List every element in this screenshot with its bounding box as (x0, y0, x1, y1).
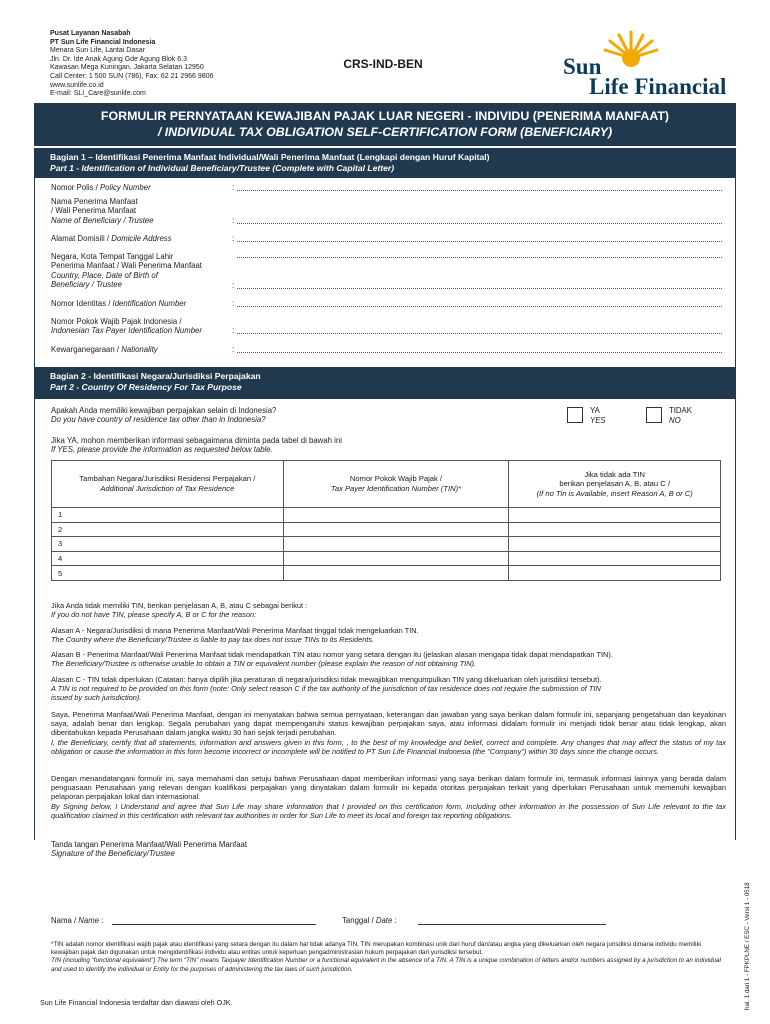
form-code: CRS-IND-BEN (343, 57, 423, 71)
date-label: Tanggal / Date : (342, 916, 397, 925)
sun-logo-icon (593, 28, 663, 72)
part2-title-id: Bagian 2 - Identifikasi Negara/Jurisdiksi Perpajakan (50, 371, 261, 381)
table-row[interactable]: 2 (52, 522, 721, 537)
tin-footnote: *TIN adalah nomor identifikasi wajib pajak atau identifikasi yang setara dengan itu dalam hal tidak adanya TIN. TIN merupakan kombinasi unik dari huruf dan/atau angka yang dikeluarkan oleh negara jurisdiksi dimana individu memiliki kewajiban pajak dan digunakan untuk mengidentifikasi individu atau entitas untuk keperluan pengadministrasian hukum perpajakan dari yurisdiksi tersebut. TIN (including “functional equivalent”) The term “TIN” means Taxpayer Identification Number or a functional equivalent in the absence of a TIN. A TIN is a unique combination of letters and/or numbers assigned by a jurisdiction to an individual and used to identify the individual or Entity for the purposes of administering the tax laws of such jurisdiction. (51, 941, 721, 973)
col-reason: Jika tidak ada TIN berikan penjelasan A, B, atau C / (If no Tin is Available, insert Reason A, B or C) (509, 461, 721, 508)
contact-line: PT Sun Life Financial Indonesia (50, 38, 156, 46)
contact-line: E-mail: SLI_Care@sunlife.com (50, 90, 146, 98)
reason-a: Alasan A - Negara/Jurisdiksi di mana Penerima Manfaat/Wali Penerima Manfaat tinggal tidak mengeluarkan TIN. The Country where the Beneficiary/Trustee is liable to pay tax does not issue TINs to its Residents. (51, 626, 419, 645)
no-checkbox[interactable] (646, 407, 662, 423)
col-jurisdiction: Tambahan Negara/Jurisdiksi Residensi Perpajakan / Additional Jurisdiction of Tax Residence (52, 461, 284, 508)
field-birth-label: Negara, Kota Tempat Tanggal Lahir Penerima Manfaat / Wali Penerima Manfaat Country, Place, Date of Birth of Beneficiary / Trustee (51, 252, 202, 290)
signature-area[interactable] (51, 862, 351, 906)
part2-header (34, 367, 736, 399)
field-npwp-label: Nomor Pokok Wajib Pajak Indonesia / Indonesian Tax Payer Identification Number (51, 317, 202, 336)
contact-block (50, 30, 310, 99)
no-label: TIDAK NO (669, 406, 692, 425)
reason-intro: Jika Anda tidak memiliki TIN, berikan penjelasan A, B, atau C sebagai berikut : If you do not have TIN, please specify A, B or C for the reason: (51, 601, 308, 620)
sun-life-logo (555, 30, 730, 100)
tin-table (51, 460, 721, 581)
field-nationality-label: Kewarganegaraan / Nationality (51, 345, 158, 354)
field-npwp-line[interactable] (237, 326, 722, 334)
field-birth-line[interactable] (237, 281, 722, 289)
part2-title-en: Part 2 - Country Of Residency For Tax Purpose (50, 382, 242, 392)
reason-c: Alasan C - TIN tidak diperlukan (Catatan: hanya dipilih jika peraturan di negara/jurisdiksi tidak mewajibkan mengumpulkan TIN yang dikeluarkan oleh jurisdiksi tersebut). A TIN is not required to be provided on this form (note: Only select reason C if the tax authority of the jurisdiction of tax residence does not require the submission of TIN issued by such jurisdiction). (51, 675, 602, 703)
field-address-line[interactable] (237, 234, 722, 242)
field-beneficiary-name-label: Nama Penerima Manfaat / Wali Penerima Manfaat Name of Beneficiary / Trustee (51, 197, 154, 225)
field-policy-number-line[interactable] (237, 183, 722, 191)
table-row[interactable]: 3 (52, 537, 721, 552)
form-title (34, 103, 736, 146)
tax-question: Apakah Anda memiliki kewajiban perpajakan selain di Indonesia? Do you have country of residence tax other than in Indonesia? (51, 406, 277, 425)
form-title-id: FORMULIR PERNYATAAN KEWAJIBAN PAJAK LUAR NEGERI - INDIVIDU (PENERIMA MANFAAT) (100, 109, 670, 123)
name-line[interactable] (112, 924, 316, 925)
form-title-en: / INDIVIDUAL TAX OBLIGATION SELF-CERTIFICATION FORM (BENEFICIARY) (157, 125, 613, 139)
declaration-1: Saya, Penerima Manfaat/Wali Penerima Manfaat, dengan ini menyatakan bahwa semua pernyataan, keterangan dan jawaban yang saya berikan dalam formulir ini, sepanjang pengetahuan dan keyakinan saya, adalah benar dan lengkap. Segala perubahan yang dapat mempengaruhi status kewajiban perpajakan saya, atau informasi didalam formulir ini menjadi tidak benar atau tidak lengkap, akan diberitahukan kepada Perusahaan dalam jangka waktu 30 hari sejak terjadi perubahan. I, the Beneficiary, certify that all statements, information and answers given in this form, , to the best of my knowledge and belief, correct and complete. Any changes that may affect the status of my tax obligation or cause the information in this form become incorrect or incomplete will be notified to PT Sun Life Financial Indonesia (the “Company”) within 30 days since the change occurs. (51, 710, 726, 756)
reason-b: Alasan B - Penerima Manfaat/Wali Penerima Manfaat tidak mendapatkan TIN atau nomor yang setara dengan itu (jelaskan alasan mengapa tidak dapat mendapatkan TIN). The Beneficiary/Trustee is otherwise unable to obtain a TIN or equivalent number (please explain the reason of not obtaining TIN). (51, 650, 613, 669)
name-label: Nama / Name : (51, 916, 104, 925)
yes-checkbox[interactable] (567, 407, 583, 423)
field-id-number-label: Nomor Identitas / Identification Number (51, 299, 187, 308)
field-beneficiary-name-line[interactable] (237, 216, 722, 224)
field-policy-number-label: Nomor Polis / Policy Number (51, 183, 151, 192)
declaration-2: Dengan menandatangani formulir ini, saya memahami dan setuju bahwa Perusahaan dapat memberikan informasi yang saya berikan dalam formulir ini, termasuk informasi lainnya yang berada dalam penguasaan Perusahaan yang relevan dengan kualifikasi perpajakan yang dinyatakan dalam formulir ini kepada otoritas perpajakan terkait yang diperlukan Perusahaan untuk memenuhi kewajiban pelaporan perpajakan lokal dan internasional. By Signing below, I Understand and agree that Sun Life may share information that I provided on this certification form, Including other information in the possession of Sun Life relevant to the tax qualification claimed in this certification with relevant tax authorities in order for Sun Life to meet its local and foreign tax reporting obligations. (51, 774, 726, 820)
field-id-number-line[interactable] (237, 299, 722, 307)
field-address-line-2[interactable] (237, 250, 722, 258)
part1-header (34, 148, 736, 178)
field-nationality-line[interactable] (237, 345, 722, 353)
table-row[interactable]: 1 (52, 508, 721, 523)
table-row[interactable]: 5 (52, 566, 721, 581)
contact-line: Call Center: 1 500 SUN (786), Fax: 62 21 2966 9806 (50, 72, 214, 80)
date-line[interactable] (418, 924, 606, 925)
logo-text-life: Life Financial (589, 74, 727, 99)
logo-text-sun: Sun (563, 54, 602, 79)
contact-line: Jln. Dr. Ide Anak Agung Gde Agung Blok 6.3 (50, 55, 187, 63)
contact-line: Kawasan Mega Kuningan, Jakarta Selatan 12950 (50, 64, 204, 72)
signature-label: Tanda tangan Penerima Manfaat/Wali Penerima Manfaat Signature of the Beneficiary/Trustee (51, 840, 248, 859)
footer-text: Sun Life Financial Indonesia terdaftar dan diawasi oleh OJK. (40, 998, 233, 1007)
part1-title-id: Bagian 1 – Identifikasi Penerima Manfaat Individual/Wali Penerima Manfaat (Lengkapi dengan Huruf Kapital) (50, 152, 490, 162)
table-instruction: Jika YA, mohon memberikan informasi sebagaimana diminta pada tabel di bawah ini If YES, please provide the information as requested below table. (51, 436, 342, 455)
field-address-label: Alamat Domisili / Domicile Address (51, 234, 172, 243)
yes-label: YA YES (590, 406, 606, 425)
table-row[interactable]: 4 (52, 551, 721, 566)
contact-line: Menara Sun Life, Lantai Dasar (50, 47, 145, 55)
part1-title-en: Part 1 - Identification of Individual Beneficiary/Trustee (Complete with Capital Letter) (50, 163, 395, 173)
form-page: Pusat Layanan Nasabah PT Sun Life Financial Indonesia Menara Sun Life, Lantai Dasar Jln. Dr. Ide Anak Agung Gde Agung Blok 6.3 Kawasan Mega Kuningan, Jakarta Selatan 12950 Call Center: 1 500 SUN (786), Fax: 62 21 2966 9806 www.sunlife.co.id E-mail: SLI_Care@sunlife.com CRS-IND-BEN Sun Life Financial FORMULIR PERNYATAAN KEWAJIBAN PAJAK LUAR NEGERI - INDIVIDU (PENERIMA MANFAAT) / INDIVIDUAL TAX OBLIGATION SELF-CERTIFICATION FORM (BENEFICIARY) Bagian 1 – Identifikasi Penerima Manfaat Individual/Wali Penerima Manfaat (Lengkapi dengan Huruf Kapital) Part 1 - Identification of Individual Beneficiary/Trustee (Complete with Capital Letter) Nomor Polis / Policy Number : Nama Penerima Manfaat / Wali Penerima Manfaat Name of Beneficiary / Trustee : Alamat Domisili / Domicile Address : Negara, Kota Tempat Tanggal Lahir Penerima Manfaat / Wali Penerima Manfaat Country, Place, Date of Birth of Beneficiary / Trustee : Nomor Identitas / Identification Number : Nomor Pokok Wajib Pajak Indonesia / Indonesian Tax Payer Identification Number : Kewarganegaraan / Nationality : Bagian 2 - Identifikasi Negara/Jurisdiksi Perpajakan Part 2 - Country Of Residency For Tax Purpose Apakah Anda memiliki kewajiban perpajakan selain di Indonesia? Do you have country of residence tax other than in Indonesia? YA YES TIDAK NO Jika YA, mohon memberikan informasi sebagaimana diminta pada tabel di bawah ini If YES, please provide the information as requested below table. Tambahan Negara/Jurisdiksi Residensi Perpajakan / Additional Jurisdiction of Tax Residence Nomor Pokok Wajib Pajak / Tax Payer Identification Number (TIN)* Jika tidak ada TIN berikan penjelasan A, B, atau C / (If no Tin is Available, insert Reason A, B or C) 1 2 3 4 5 Jika Anda tidak memiliki TIN, berikan penjelasan A, B, atau C sebagai berikut : If you do not have TIN, please specify A, B or C for the reason: Alasan A - Negara/Jurisdiksi di mana Penerima Manfaat/Wali Penerima Manfaat tinggal tidak mengeluarkan TIN. The Country where the Beneficiary/Trustee is liable to pay tax does not issue TINs to its Residents. Alasan B - Penerima Manfaat/Wali Penerima Manfaat tidak mendapatkan TIN atau nomor yang setara dengan itu (jelaskan alasan mengapa tidak dapat mendapatkan TIN). The Beneficiary/Trustee is otherwise unable to obtain a TIN or equivalent number (please explain the reason of not obtaining TIN). Alasan C - TIN tidak diperlukan (Catatan: hanya dipilih jika peraturan di negara/jurisdiksi tidak mewajibkan mengumpulkan TIN yang dikeluarkan oleh jurisdiksi tersebut). A TIN is not required to be provided on this form (note: Only select reason C if the tax authority of the jurisdiction of tax residence does not require the submission of TIN issued by such jurisdiction). Saya, Penerima Manfaat/Wali Penerima Manfaat, dengan ini menyatakan bahwa semua pernyataan, keterangan dan jawaban yang saya berikan dalam formulir ini, sepanjang pengetahuan dan keyakinan saya, adalah benar dan lengkap. Segala perubahan yang dapat mempengaruhi status kewajiban perpajakan saya, atau informasi didalam formulir ini menjadi tidak benar atau tidak lengkap, akan diberitahukan kepada Perusahaan dalam jangka waktu 30 hari sejak terjadi perubahan. I, the Beneficiary, certify that all statements, information and answers given in this form, , to the best of my knowledge and belief, correct and complete. Any changes that may affect the status of my tax obligation or cause the information in this form become incorrect or incomplete will be notified to PT Sun Life Financial Indonesia (the “Company”) within 30 days since the change occurs. Dengan menandatangani formulir ini, saya memahami dan setuju bahwa Perusahaan dapat memberikan informasi yang saya berikan dalam formulir ini, termasuk informasi lainnya yang berada dalam penguasaan Perusahaan yang relevan dengan kualifikasi perpajakan yang dinyatakan dalam formulir ini kepada otoritas perpajakan terkait yang diperlukan Perusahaan untuk memenuhi kewajiban pelaporan perpajakan lokal dan internasional. By Signing below, I Understand and agree that Sun Life may share information that I provided on this certification form, Including other information in the possession of Sun Life relevant to the tax qualification claimed in this certification with relevant tax authorities in order for Sun Life to meet its local and foreign tax reporting obligations. Tanda tangan Penerima Manfaat/Wali Penerima Manfaat Signature of the Beneficiary/Trustee Nama / Name : Tanggal / Date : *TIN adalah nomor identifikasi wajib pajak atau identifikasi yang setara dengan itu dalam hal tidak adanya TIN. TIN merupakan kombinasi unik dari huruf dan/atau angka yang dikeluarkan oleh negara jurisdiksi dimana individu memiliki kewajiban pajak dan digunakan untuk mengidentifikasi individu atau entitas untuk keperluan pengadministrasian hukum perpajakan dari yurisdiksi tersebut. TIN (including “functional equivalent”) The term “TIN” means Taxpayer Identification Number or a functional equivalent in the absence of a TIN. A TIN is a unique combination of letters and/or numbers assigned by a jurisdiction to an individual and used to identify the individual or Entity for the purposes of administering the tax laws of such jurisdiction. hal. 1 dari 1 - FPKPLNE / ESC - Versi 1 - 0518 Sun Life Financial Indonesia terdaftar dan diawasi oleh OJK. (0, 0, 770, 1024)
contact-line: www.sunlife.co.id (50, 81, 104, 89)
contact-line: Pusat Layanan Nasabah (50, 30, 131, 37)
col-tin: Nomor Pokok Wajib Pajak / Tax Payer Identification Number (TIN)* (283, 461, 509, 508)
page-version-text: hal. 1 dari 1 - FPKPLNE / ESC - Versi 1 - 0518 (744, 882, 751, 1010)
